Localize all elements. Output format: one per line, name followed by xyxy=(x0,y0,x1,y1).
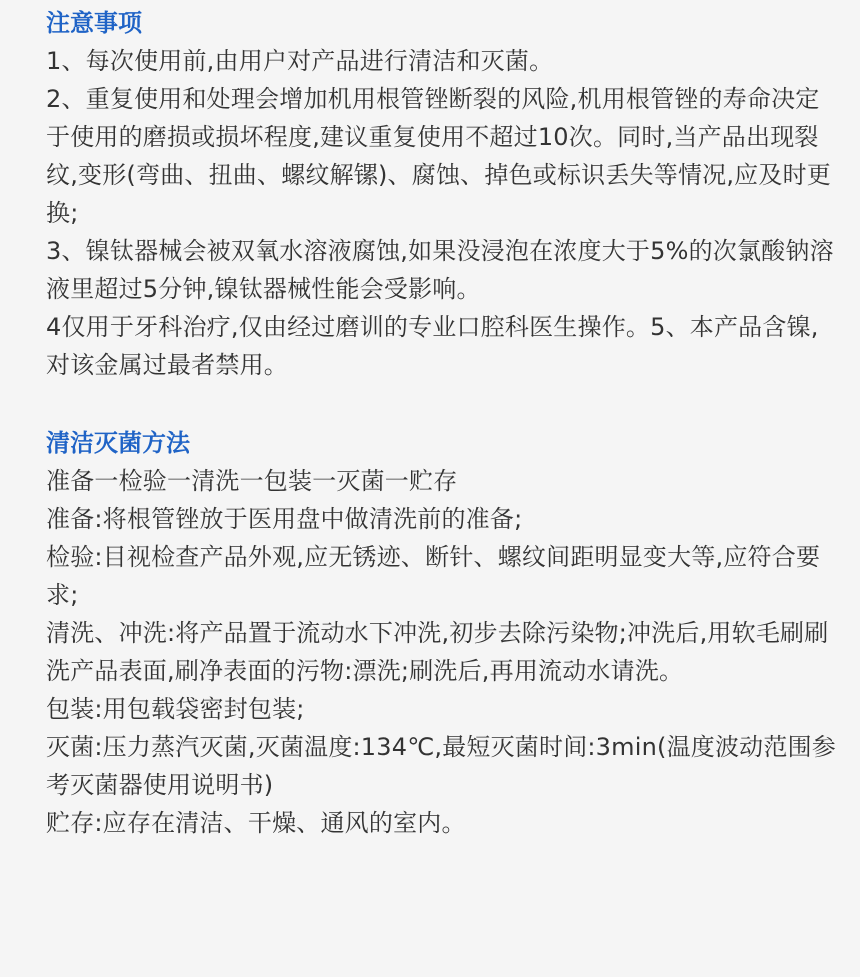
cleaning-package: 包装:用包载袋密封包装; xyxy=(46,695,305,723)
notes-item-2: 2、重复使用和处理会增加机用根管锉断裂的风险,机用根管锉的寿命决定于使用的磨损或损坏程度,建议重复使用不超过10次。同时,当产品出现裂纹,变形(弯曲、扭曲、螺纹解镙)、腐蚀、掉色或标识丢失等情况,应及时更换; xyxy=(46,85,831,227)
cleaning-prepare: 准备:将根管锉放于医用盘中做清洗前的准备; xyxy=(46,505,523,533)
notes-title: 注意事项 xyxy=(46,9,142,37)
notes-item-1: 1、每次使用前,由用户对产品进行清洁和灭菌。 xyxy=(46,47,554,75)
notes-section xyxy=(46,4,840,384)
cleaning-inspect: 检验:目视检查产品外观,应无锈迹、断针、螺纹间距明显变大等,应符合要求; xyxy=(46,543,821,609)
notes-item-4: 4仅用于牙科治疗,仅由经过磨训的专业口腔科医生操作。5、本产品含镍,对该金属过最者禁用。 xyxy=(46,313,819,379)
cleaning-title: 清洁灭菌方法 xyxy=(46,429,190,457)
notes-item-3: 3、镍钛器械会被双氧水溶液腐蚀,如果没浸泡在浓度大于5%的次氯酸钠溶液里超过5分钟,镍钛器械性能会受影响。 xyxy=(46,237,834,303)
cleaning-flow: 准备一检验一清洗一包装一灭菌一贮存 xyxy=(46,467,458,495)
cleaning-sterilize: 灭菌:压力蒸汽灭菌,灭菌温度:134℃,最短灭菌时间:3min(温度波动范围参考灭菌器使用说明书) xyxy=(46,733,836,799)
section-spacer xyxy=(46,384,840,424)
cleaning-wash: 清洗、冲洗:将产品置于流动水下冲洗,初步去除污染物;冲洗后,用软毛刷刷洗产品表面,刷净表面的污物:漂洗;刷洗后,再用流动水请洗。 xyxy=(46,619,829,685)
cleaning-storage: 贮存:应存在清洁、干燥、通风的室内。 xyxy=(46,809,466,837)
cleaning-section xyxy=(46,424,840,842)
